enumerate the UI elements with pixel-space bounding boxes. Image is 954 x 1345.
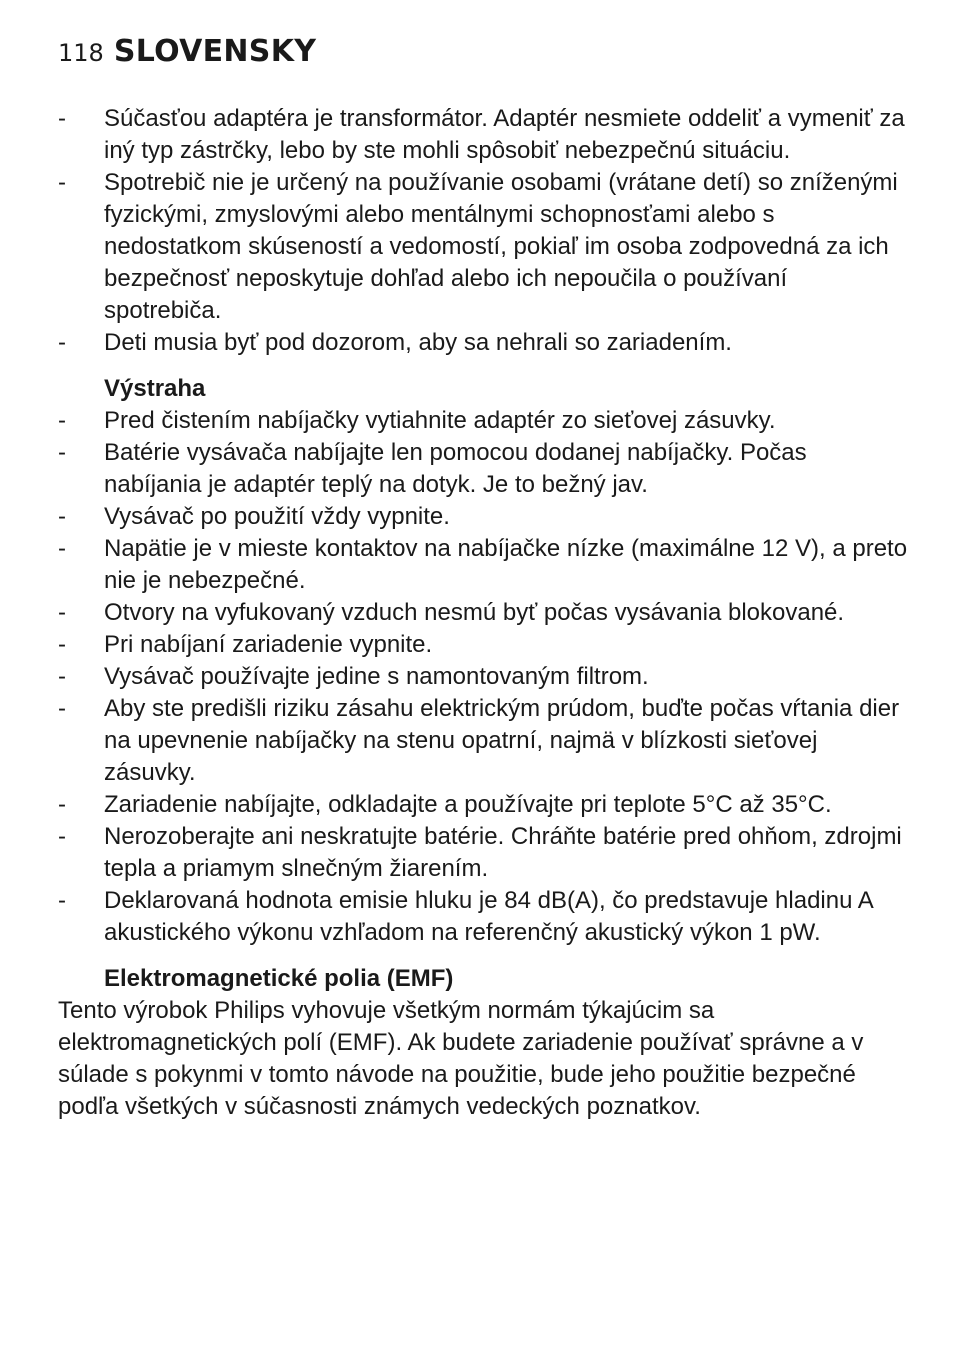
list-item-text: Aby ste predišli riziku zásahu elektrickým prúdom, buďte počas vŕtania dier na upevnenie nabíjačky na stenu opatrní, najmä v blízkosti sieťovej zásuvky. [104,695,900,786]
list-item [58,885,908,949]
page-header [58,34,316,69]
page-number: 118 [58,39,104,67]
list-item-text: Otvory na vyfukovaný vzduch nesmú byť počas vysávania blokované. [104,599,845,626]
emf-paragraph: Tento výrobok Philips vyhovuje všetkým normám týkajúcim sa elektromagnetických polí (EMF). Ak budete zariadenie používať správne a v súlade s pokynmi v tomto návode na použitie, bude jeho použitie bezpečné podľa všetkých v súčasnosti známych vedeckých poznatkov. [58,997,864,1120]
list-item-text: Pred čistením nabíjačky vytiahnite adaptér zo sieťovej zásuvky. [104,407,776,434]
list-item [58,501,908,533]
list-item [58,533,908,597]
dash-bullet: - [58,503,66,530]
list-item [58,327,908,359]
list-item-text: Nerozoberajte ani neskratujte batérie. Chráňte batérie pred ohňom, zdrojmi tepla a priamym slnečným žiarením. [104,823,902,882]
dash-bullet: - [58,535,66,562]
dash-bullet: - [58,887,66,914]
list-item [58,629,908,661]
list-item-text: Vysávač po použití vždy vypnite. [104,503,450,530]
dash-bullet: - [58,599,66,626]
list-item [58,693,908,789]
list-item [58,661,908,693]
list-item-text: Súčasťou adaptéra je transformátor. Adaptér nesmiete oddeliť a vymeniť za iný typ zástrčky, lebo by ste mohli spôsobiť nebezpečnú situáciu. [104,105,905,164]
list-item-text: Pri nabíjaní zariadenie vypnite. [104,631,433,658]
dash-bullet: - [58,439,66,466]
emf-heading: Elektromagnetické polia (EMF) [104,965,454,992]
list-item [58,597,908,629]
dash-bullet: - [58,791,66,818]
list-item-text: Vysávač používajte jedine s namontovaným filtrom. [104,663,649,690]
dash-bullet: - [58,169,66,196]
dash-bullet: - [58,105,66,132]
list-item-text: Spotrebič nie je určený na používanie osobami (vrátane detí) so zníženými fyzickými, zmyslovými alebo mentálnymi schopnosťami alebo s nedostatkom skúseností a vedomostí, pokiaľ im osoba zodpovedná za ich bezpečnosť neposkytuje dohľad alebo ich nepoučila o používaní spotrebiča. [104,169,898,324]
list-item-text: Napätie je v mieste kontaktov na nabíjačke nízke (maximálne 12 V), a preto nie je nebezpečné. [104,535,908,594]
dash-bullet: - [58,663,66,690]
language-title: SLOVENSKY [113,34,317,69]
intro-safety-list [58,103,908,359]
page-content [58,103,908,1123]
list-item [58,405,908,437]
list-item [58,103,908,167]
dash-bullet: - [58,695,66,722]
list-item-text: Batérie vysávača nabíjajte len pomocou dodanej nabíjačky. Počas nabíjania je adaptér teplý na dotyk. Je to bežný jav. [104,439,807,498]
list-item-text: Deti musia byť pod dozorom, aby sa nehrali so zariadením. [104,329,732,356]
dash-bullet: - [58,407,66,434]
list-item-text: Deklarovaná hodnota emisie hluku je 84 dB(A), čo predstavuje hladinu A akustického výkonu vzhľadom na referenčný akustický výkon 1 pW. [104,887,873,946]
warning-list [58,405,908,949]
dash-bullet: - [58,329,66,356]
dash-bullet: - [58,631,66,658]
list-item-text: Zariadenie nabíjajte, odkladajte a používajte pri teplote 5°C až 35°C. [104,791,832,818]
list-item [58,821,908,885]
list-item [58,167,908,327]
warning-heading: Výstraha [104,375,206,402]
dash-bullet: - [58,823,66,850]
list-item [58,789,908,821]
list-item [58,437,908,501]
